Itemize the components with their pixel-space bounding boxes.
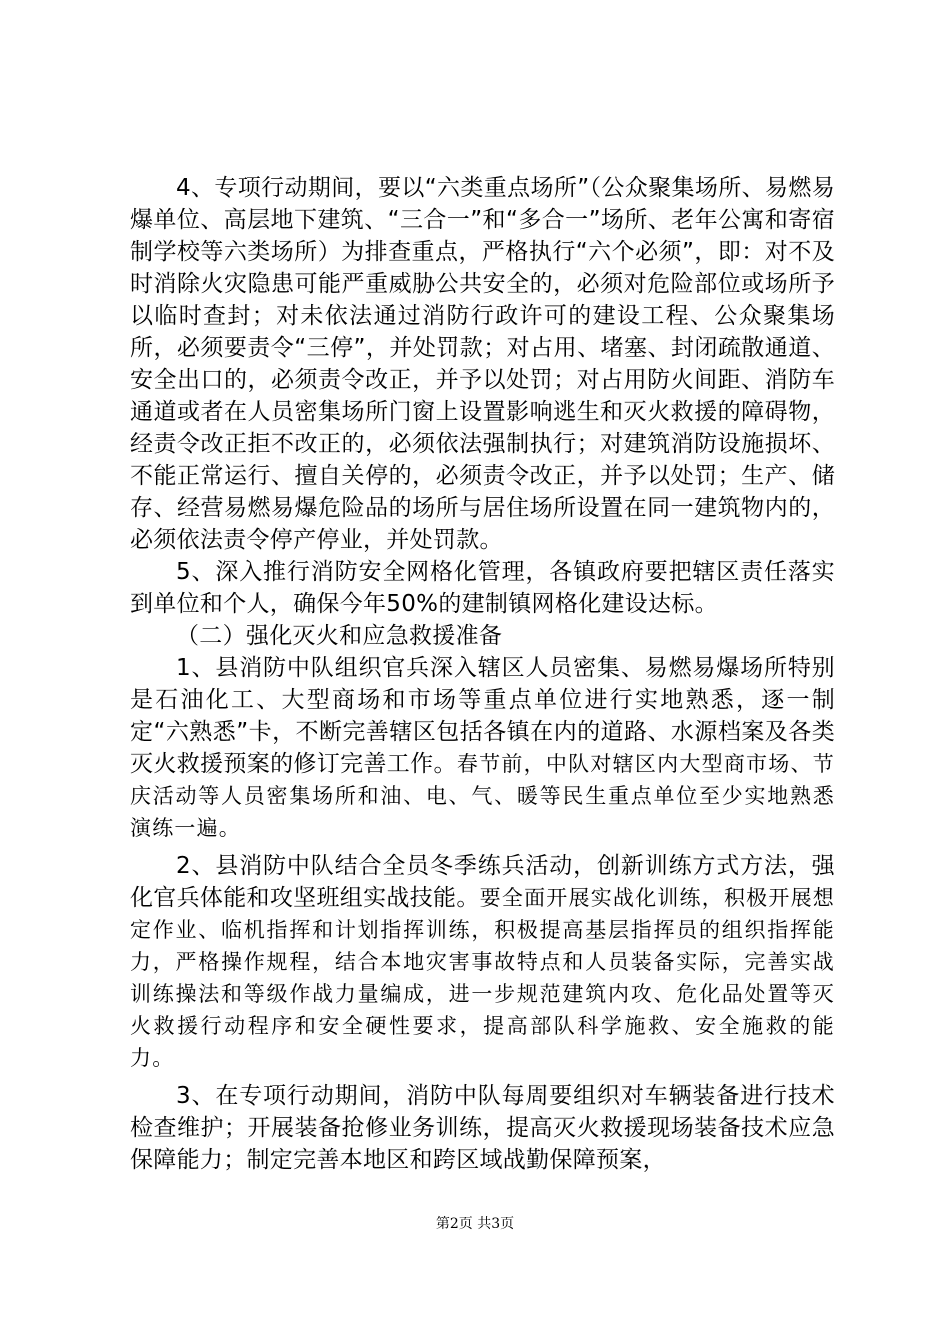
paragraph-section2-item-1 (130, 652, 835, 844)
section-heading: （二）强化灭火和应急救援准备 (176, 623, 503, 649)
page-number-label: 第2页 共3页 (435, 1216, 515, 1232)
document-body (130, 172, 835, 1176)
paragraph-section2-item-1-tail: 春节前，中队对辖区内大型商市场、节庆活动等人员密集场所和油、电、气、暖等民生重点单位至少实地熟悉演练一遍。 (130, 752, 835, 840)
paragraph-section2-item-2-main: 2、县消防中队结合全员冬季练兵活动，创新训练方式方法，强化官兵体能和攻坚班组实战技能。 (130, 853, 835, 911)
paragraph-section2-item-2 (130, 850, 835, 1074)
paragraph-section2-item-1-main: 1、县消防中队组织官兵深入辖区人员密集、易燃易爆场所特别是石油化工、大型商场和市场等重点单位进行实地熟悉，逐一制定“六熟悉”卡，不断完善辖区包括各镇在内的道路、水源档案及各类灭火救援预案的修订完善工作。 (130, 655, 835, 777)
page-footer (0, 1214, 950, 1234)
paragraph-section2-item-2-tail: 要全面开展实战化训练，积极开展想定作业、临机指挥和计划指挥训练，积极提高基层指挥员的组织指挥能力，严格操作规程，结合本地灾害事故特点和人员装备实际，完善实战训练操法和等级作战力量编成，进一步规范建筑内攻、危化品处置等灭火救援行动程序和安全硬性要求，提高部队科学施救、安全施救的能力。 (130, 886, 836, 1070)
paragraph-item-5: 5、深入推行消防安全网格化管理，各镇政府要把辖区责任落实到单位和个人，确保今年50%的建制镇网格化建设达标。 (130, 559, 835, 617)
paragraph-item-4: 4、专项行动期间，要以“六类重点场所”（公众聚集场所、易燃易爆单位、高层地下建筑、“三合一”和“多合一”场所、老年公寓和寄宿制学校等六类场所）为排查重点，严格执行“六个必须”，即：对不及时消除火灾隐患可能严重威胁公共安全的，必须对危险部位或场所予以临时查封；对未依法通过消防行政许可的建设工程、公众聚集场所，必须要责令“三停”，并处罚款；对占用、堵塞、封闭疏散通道、安全出口的，必须责令改正，并予以处罚；对占用防火间距、消防车通道或者在人员密集场所门窗上设置影响逃生和灭火救援的障碍物，经责令改正拒不改正的，必须依法强制执行；对建筑消防设施损坏、不能正常运行、擅自关停的，必须责令改正，并予以处罚；生产、储存、经营易燃易爆危险品的场所与居住场所设置在同一建筑物内的，必须依法责令停产停业，并处罚款。 (130, 175, 835, 553)
paragraph-section2-item-3: 3、在专项行动期间，消防中队每周要组织对车辆装备进行技术检查维护；开展装备抢修业务训练，提高灭火救援现场装备技术应急保障能力；制定完善本地区和跨区域战勤保障预案， (130, 1083, 835, 1173)
